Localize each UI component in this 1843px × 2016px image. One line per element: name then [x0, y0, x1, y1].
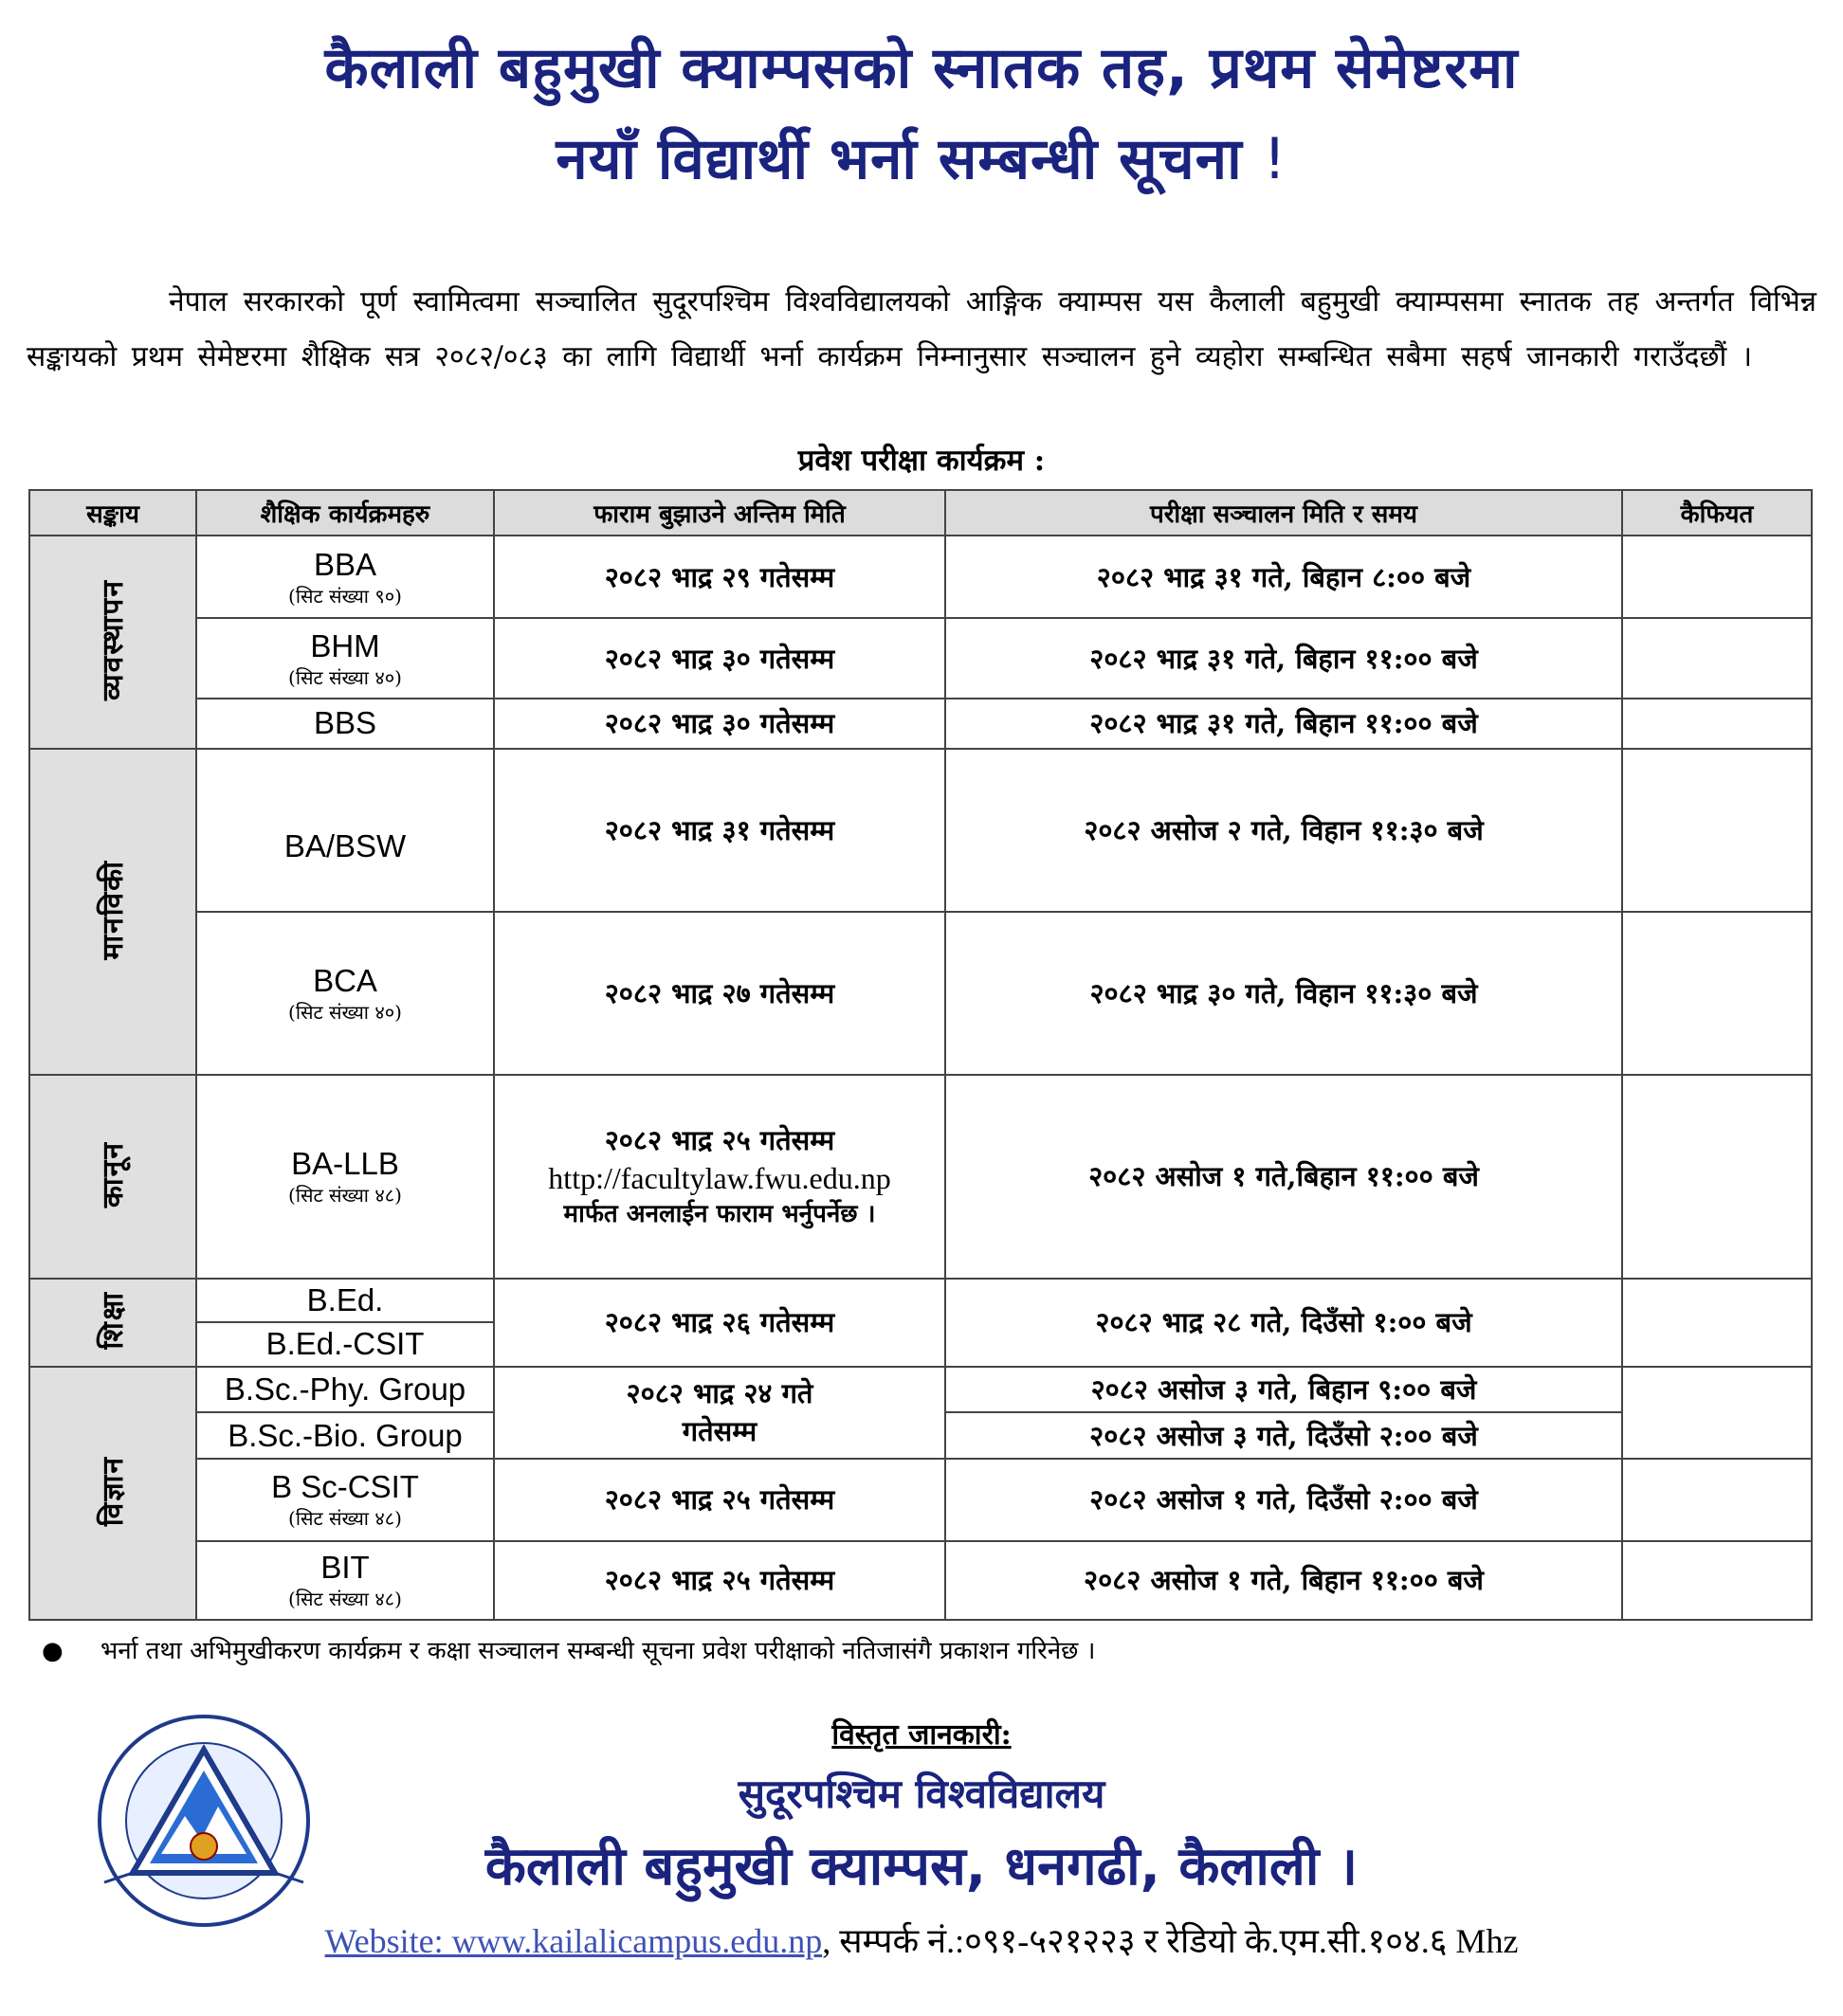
seat-count: (सिट संख्या ४०): [288, 1000, 402, 1024]
program-bbs: [196, 699, 494, 749]
table-row: [29, 1367, 1812, 1413]
deadline-text: २०८२ भाद्र २४ गते: [626, 1377, 813, 1410]
header-faculty: सङ्काय: [29, 490, 196, 536]
website-link[interactable]: Website: www.kailalicampus.edu.np: [324, 1922, 823, 1960]
notice-title-line-2: [0, 121, 1843, 197]
program-name: B.Ed.: [306, 1281, 384, 1317]
remarks-cell: [1622, 1367, 1812, 1459]
remarks-cell: [1622, 749, 1812, 912]
table-row: [29, 536, 1812, 618]
exam-bca: [945, 912, 1622, 1075]
program-name: BIT: [320, 1550, 370, 1586]
exam-schedule-table: [28, 489, 1813, 1621]
result-notice: [42, 1632, 1805, 1670]
faculty-law: [29, 1075, 196, 1279]
faculty-law-label: कानून: [96, 1141, 130, 1208]
exam-text: २०८२ असोज ३ गते, बिहान ९:०० बजे: [1090, 1372, 1477, 1406]
program-bhm: [196, 618, 494, 699]
deadline-text: २०८२ भाद्र २५ गतेसम्म: [604, 1124, 835, 1157]
table-header-row: [29, 490, 1812, 536]
exam-bit: [945, 1541, 1622, 1620]
section-heading: प्रवेश परीक्षा कार्यक्रम :: [797, 444, 1046, 478]
header-deadline: फाराम बुझाउने अन्तिम मिति: [494, 490, 945, 536]
deadline-text-line-2: गतेसम्म: [682, 1415, 757, 1448]
table-row: [29, 749, 1812, 912]
remarks-cell: [1622, 912, 1812, 1075]
deadline-text: २०८२ भाद्र २९ गतेसम्म: [604, 560, 835, 593]
exam-text: २०८२ भाद्र ३१ गते, बिहान ११:०० बजे: [1089, 707, 1478, 740]
remarks-cell: [1622, 1459, 1812, 1541]
seat-count: (सिट संख्या ४८): [288, 1588, 402, 1611]
exam-bsc-csit: [945, 1459, 1622, 1541]
exclamation-mark: !: [1263, 126, 1287, 192]
program-bsc-csit: [196, 1459, 494, 1541]
notice-title-line-2-text: नयाँ विद्यार्थी भर्ना सम्बन्धी सूचना: [556, 126, 1243, 192]
deadline-text: २०८२ भाद्र २६ गतेसम्म: [604, 1306, 835, 1339]
program-ba: [196, 749, 494, 912]
program-name: BBS: [313, 705, 377, 741]
deadline-text: २०८२ भाद्र ३१ गतेसम्म: [604, 813, 835, 846]
seat-count: (सिट संख्या ४८): [288, 1184, 402, 1208]
exam-text: २०८२ असोज १ गते, बिहान ११:०० बजे: [1084, 1564, 1484, 1597]
exam-bbs: [945, 699, 1622, 749]
deadline-bca: [494, 912, 945, 1075]
header-exam: परीक्षा सञ्चालन मिति र समय: [945, 490, 1622, 536]
table-row: [29, 618, 1812, 699]
faculty-management-label: व्यवस्थापन: [96, 579, 130, 701]
campus-name: कैलाली बहुमुखी क्याम्पस, धनगढी, कैलाली ।: [484, 1836, 1359, 1898]
table-row: [29, 1459, 1812, 1541]
deadline-llb: [494, 1075, 945, 1279]
program-bit: [196, 1541, 494, 1620]
deadline-bbs: [494, 699, 945, 749]
table-row: [29, 699, 1812, 749]
exam-education: [945, 1279, 1622, 1367]
contact-text: , सम्पर्क नं.:०९१-५२१२२३ र रेडियो के.एम.सी.१०४.६ Mhz: [822, 1922, 1519, 1960]
bullet-icon: ●: [42, 1637, 64, 1665]
table-row: [29, 912, 1812, 1075]
online-form-note: मार्फत अनलाईन फाराम भर्नुपर्नेछ ।: [563, 1200, 876, 1229]
deadline-bba: [494, 536, 945, 618]
deadline-text: २०८२ भाद्र २५ गतेसम्म: [604, 1564, 835, 1597]
faculty-education: [29, 1279, 196, 1367]
exam-text: २०८२ असोज २ गते, विहान ११:३० बजे: [1084, 813, 1484, 846]
table-row: [29, 1541, 1812, 1620]
remarks-cell: [1622, 1075, 1812, 1279]
program-name: BHM: [310, 627, 380, 663]
program-name: B.Sc.-Phy. Group: [224, 1371, 466, 1407]
exam-text: २०८२ भाद्र २८ गते, दिउँसो १:०० बजे: [1095, 1306, 1472, 1339]
contact-line: [0, 1918, 1843, 1964]
program-bba: [196, 536, 494, 618]
exam-llb: [945, 1075, 1622, 1279]
seat-count: (सिट संख्या ४०): [288, 665, 402, 689]
program-bca: [196, 912, 494, 1075]
exam-bsc-bio: [945, 1412, 1622, 1459]
exam-text: २०८२ असोज १ गते, दिउँसो २:०० बजे: [1089, 1483, 1478, 1517]
program-bed-csit: [196, 1322, 494, 1367]
program-llb: [196, 1075, 494, 1279]
deadline-bsc-csit: [494, 1459, 945, 1541]
result-notice-text: भर्ना तथा अभिमुखीकरण कार्यक्रम र कक्षा सञ्चालन सम्बन्धी सूचना प्रवेश परीक्षाको नतिजासंगै प्रकाशन गरिनेछ ।: [100, 1637, 1096, 1665]
remarks-cell: [1622, 1541, 1812, 1620]
deadline-text: २०८२ भाद्र २५ गतेसम्म: [604, 1483, 835, 1517]
exam-text: २०८२ असोज ३ गते, दिउँसो २:०० बजे: [1089, 1419, 1478, 1452]
deadline-bit: [494, 1541, 945, 1620]
remarks-cell: [1622, 536, 1812, 618]
faculty-humanities: [29, 749, 196, 1075]
university-name: सुदूरपश्चिम विश्वविद्यालय: [738, 1771, 1105, 1817]
program-bsc-phy: [196, 1367, 494, 1413]
remarks-cell: [1622, 699, 1812, 749]
program-name: BBA: [313, 546, 377, 582]
exam-text: २०८२ भाद्र ३१ गते, बिहान ८:०० बजे: [1096, 560, 1471, 593]
faculty-science: [29, 1367, 196, 1620]
table-row: [29, 1075, 1812, 1279]
table-row: [29, 1279, 1812, 1323]
seat-count: (सिट संख्या ९०): [288, 584, 402, 608]
exam-text: २०८२ भाद्र ३१ गते, बिहान ११:०० बजे: [1089, 642, 1478, 675]
deadline-bhm: [494, 618, 945, 699]
header-remarks: कैफियत: [1622, 490, 1812, 536]
exam-ba: [945, 749, 1622, 912]
notice-title-line-1: कैलाली बहुमुखी क्याम्पसको स्नातक तह, प्रथम सेमेष्टरमा: [324, 35, 1519, 101]
details-label: विस्तृत जानकारी:: [831, 1718, 1012, 1752]
program-name: BA-LLB: [291, 1146, 399, 1182]
faculty-education-label: शिक्षा: [96, 1291, 130, 1350]
header-program: शैक्षिक कार्यक्रमहरु: [196, 490, 494, 536]
program-name: B.Ed.-CSIT: [265, 1326, 425, 1362]
exam-bhm: [945, 618, 1622, 699]
deadline-education: [494, 1279, 945, 1367]
program-bsc-bio: [196, 1412, 494, 1459]
exam-bba: [945, 536, 1622, 618]
deadline-bsc: [494, 1367, 945, 1459]
exam-text: २०८२ भाद्र ३० गते, विहान ११:३० बजे: [1089, 976, 1478, 1009]
intro-paragraph: नेपाल सरकारको पूर्ण स्वामित्वमा सञ्चालित सुदूरपश्चिम विश्वविद्यालयको आङ्गिक क्याम्पस यस कैलाली बहुमुखी क्याम्पसमा स्नातक तह अन्तर्गत विभिन्न सङ्कायको प्रथम सेमेष्टरमा शैक्षिक सत्र २०८२/०८३ का लागि विद्यार्थी भर्ना कार्यक्रम निम्नानुसार सञ्चालन हुने व्यहोरा सम्बन्धित सबैमा सहर्ष जानकारी गराउँदछौं ।: [27, 285, 1816, 373]
deadline-text: २०८२ भाद्र २७ गतेसम्म: [604, 976, 835, 1009]
faculty-science-label: विज्ञान: [96, 1456, 130, 1527]
exam-bsc-phy: [945, 1367, 1622, 1413]
faculty-humanities-label: मानविकी: [96, 860, 130, 960]
program-name: B.Sc.-Bio. Group: [228, 1417, 463, 1453]
exam-text: २०८२ असोज १ गते,बिहान ११:०० बजे: [1088, 1160, 1479, 1193]
faculty-law-url[interactable]: http://facultylaw.fwu.edu.np: [548, 1161, 891, 1196]
seat-count: (सिट संख्या ४८): [288, 1507, 402, 1531]
remarks-cell: [1622, 618, 1812, 699]
remarks-cell: [1622, 1279, 1812, 1367]
deadline-text: २०८२ भाद्र ३० गतेसम्म: [604, 642, 835, 675]
faculty-management: [29, 536, 196, 749]
program-name: B Sc-CSIT: [271, 1469, 419, 1505]
program-name: BA/BSW: [283, 827, 407, 863]
program-name: BCA: [313, 962, 377, 998]
deadline-text: २०८२ भाद्र ३० गतेसम्म: [604, 707, 835, 740]
deadline-ba: [494, 749, 945, 912]
program-bed: [196, 1279, 494, 1323]
